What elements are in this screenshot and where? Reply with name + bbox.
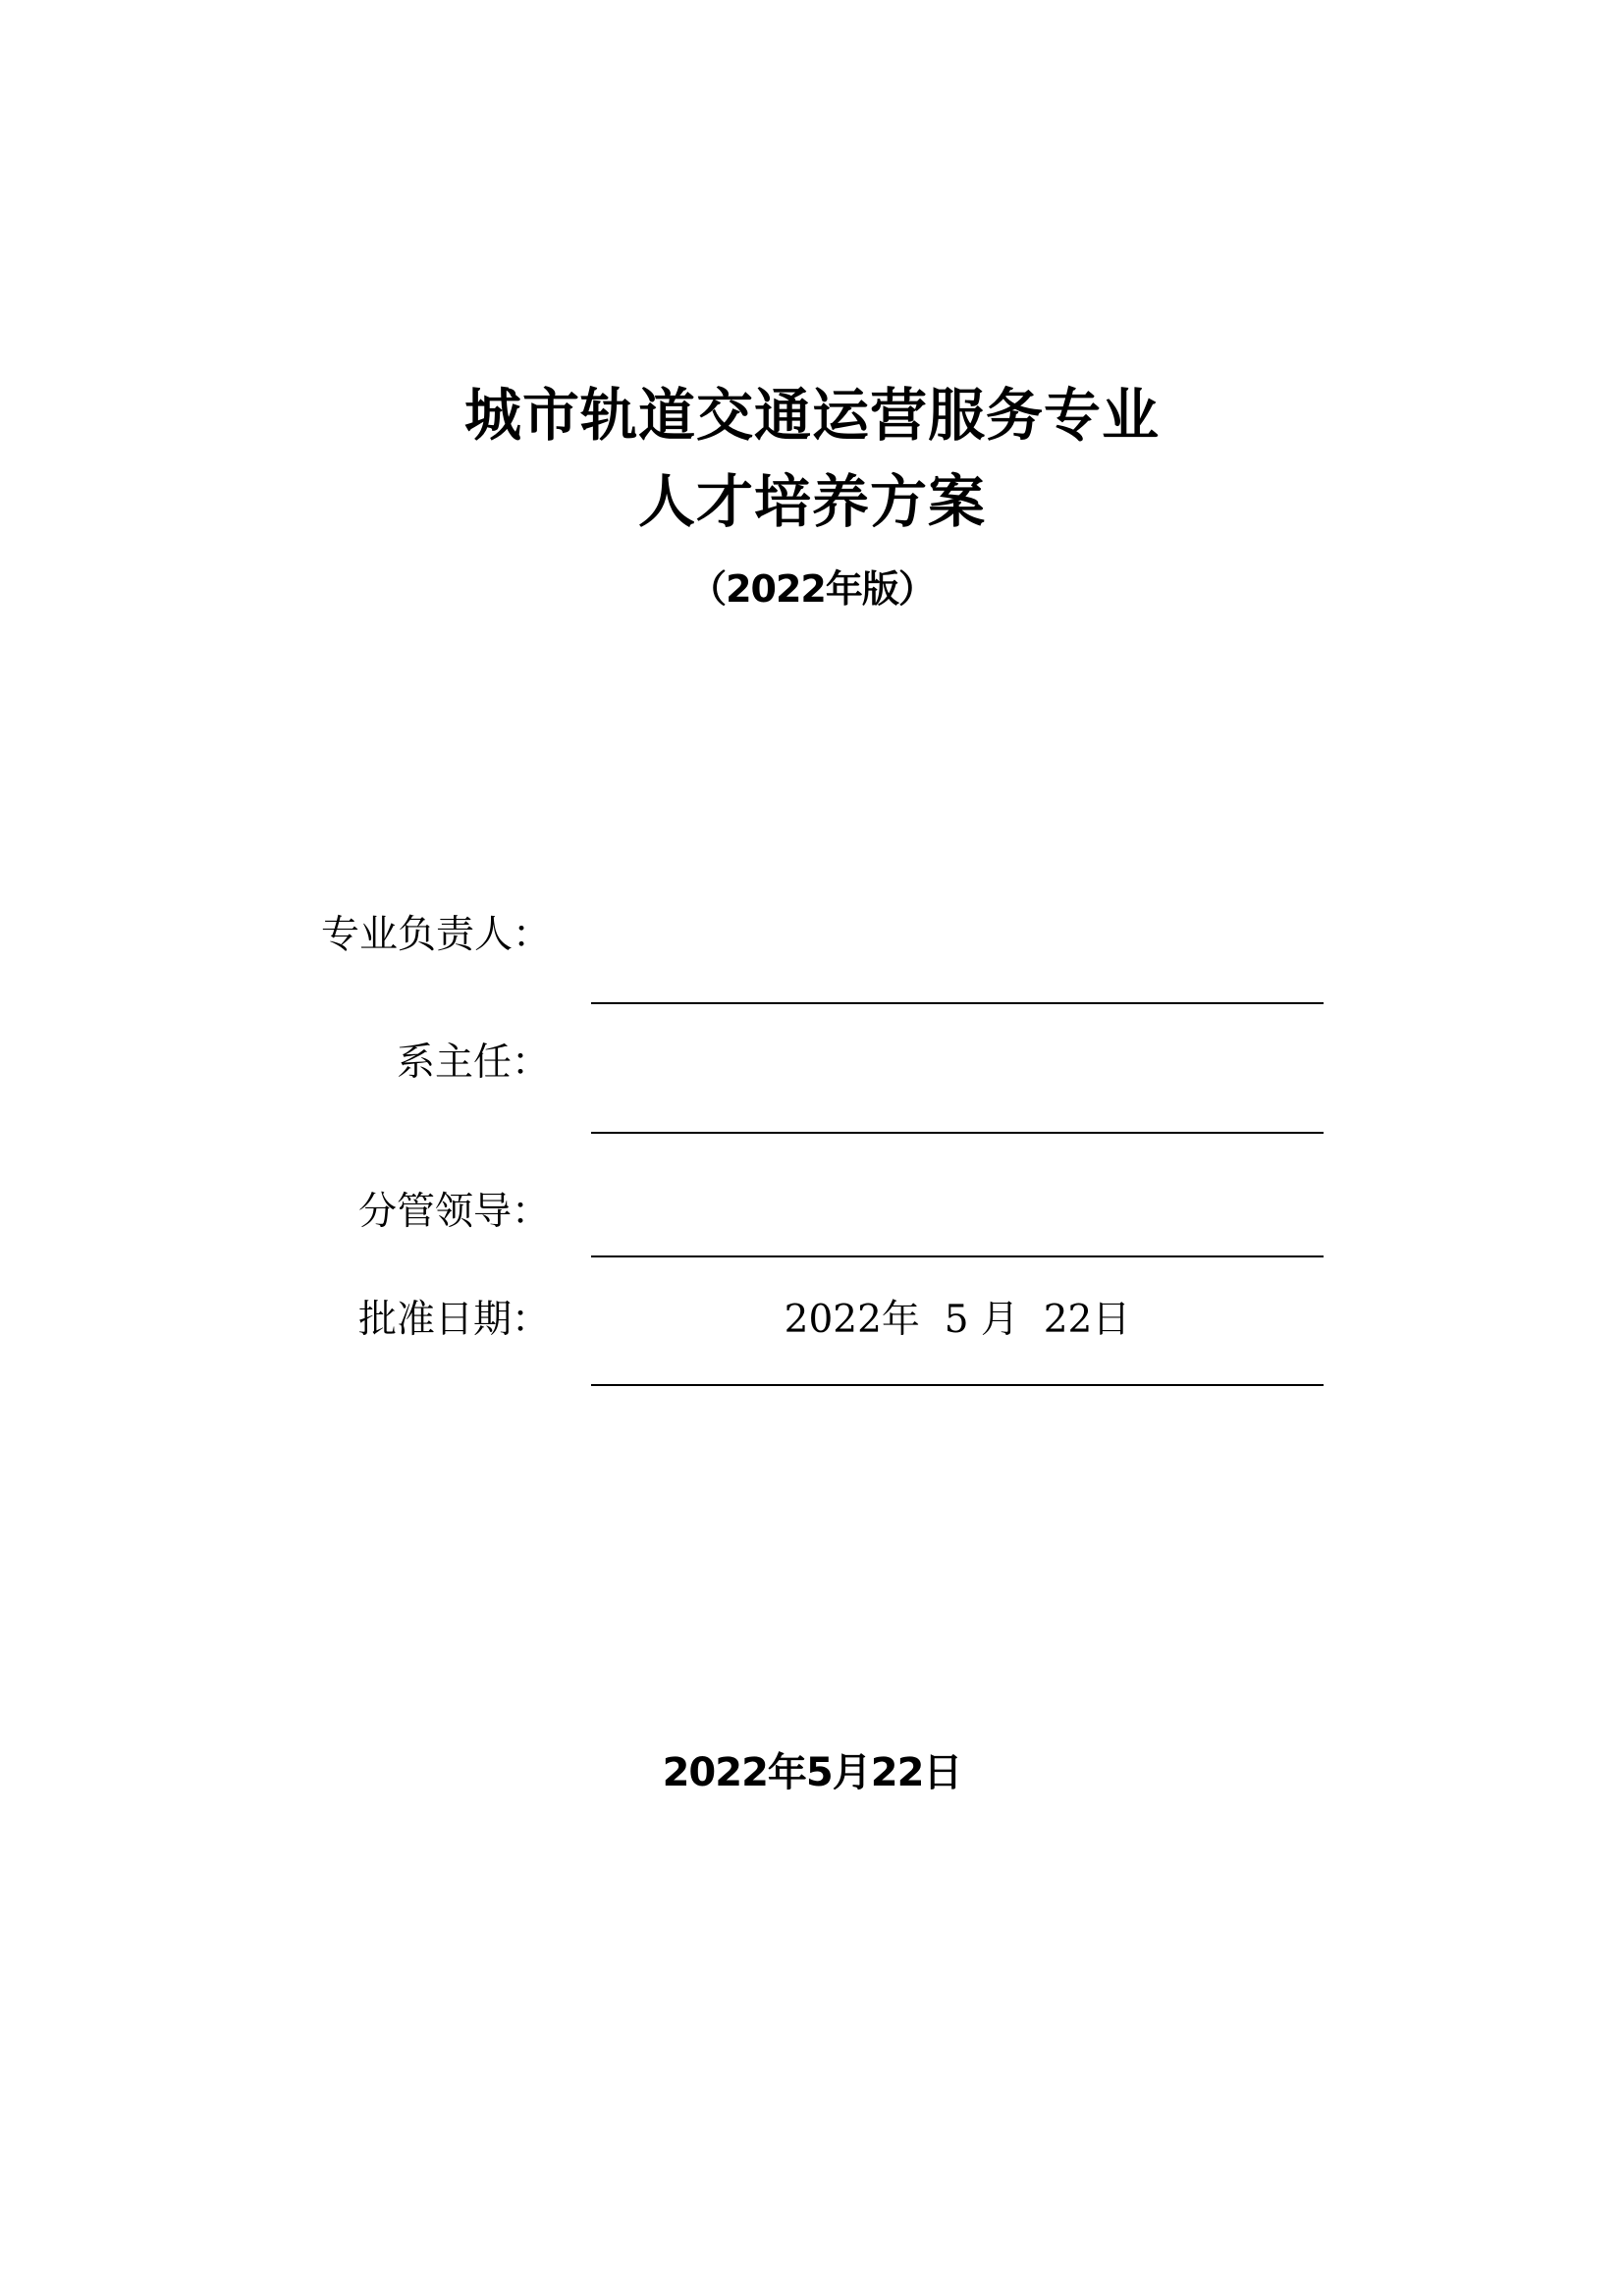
supervising-leader-label: 分管领导： [357,1190,550,1234]
department-director-signature-line [591,1132,1324,1134]
major-leader-signature-line [591,1002,1324,1004]
edition-label: （2022年版） [689,567,935,611]
approval-date-label: 批准日期： [357,1298,550,1342]
supervising-leader-signature-line [591,1255,1324,1257]
approval-date-value: 2022年 5 月 22日 [784,1298,1131,1342]
approval-date-line [591,1384,1324,1386]
footer-date: 2022年5月22日 [662,1750,962,1795]
document-title-line-2: 人才培养方案 [637,468,986,535]
major-leader-label: 专业负责人： [320,913,551,957]
document-title-line-1: 城市轨道交通运营服务专业 [463,382,1160,449]
department-director-label: 系主任： [396,1041,550,1085]
